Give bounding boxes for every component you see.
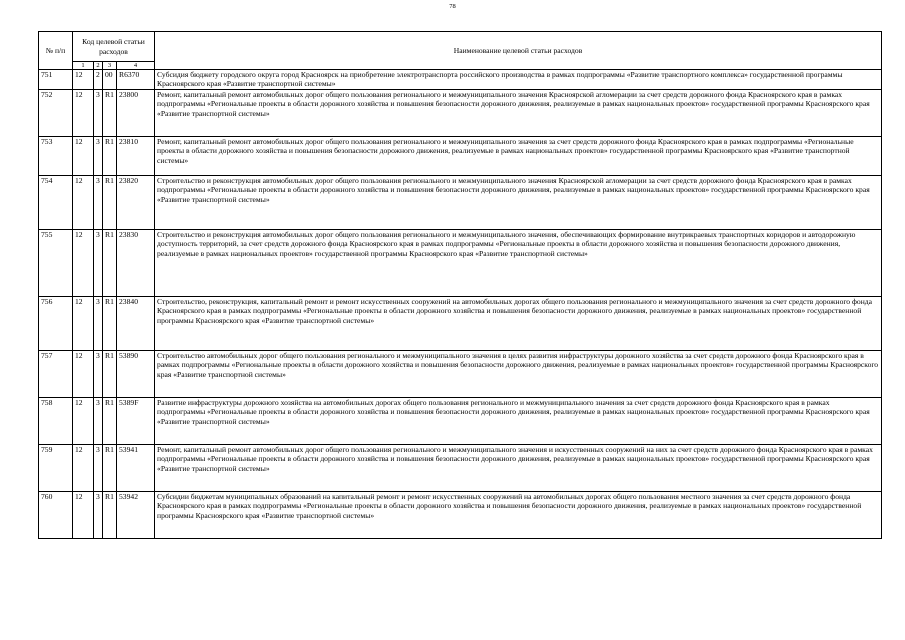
expense-name: Строительство и реконструкция автомобильных дорог общего пользования регионального и межмуниципального значения, обеспечивающих формирование внутрикраевых транспортных коридоров и автодорожную доступность территорий, за счет средств дорожного фонда Красноярского края в рамках подпрограммы «Региональные проекты в области дорожного хозяйства и повышения безопасности дорожного движения, реализуемые в рамках национальных проектов» государственной программы Красноярского края «Развитие транспортной системы» bbox=[155, 230, 882, 297]
header-row bbox=[39, 32, 882, 62]
table-row bbox=[39, 492, 882, 539]
row-number: 752 bbox=[39, 90, 73, 137]
expense-name: Строительство и реконструкция автомобильных дорог общего пользования регионального и межмуниципального значения Красноярской агломерации за счет средств дорожного фонда Красноярского края в рамках подпрограммы «Региональные проекты в области дорожного хозяйства и повышения безопасности дорожного движения, реализуемые в рамках национальных проектов» государственной программы Красноярского края «Развитие транспортной системы» bbox=[155, 176, 882, 230]
row-number: 760 bbox=[39, 492, 73, 539]
code-part-4: 23830 bbox=[117, 230, 155, 297]
code-part-3: R1 bbox=[103, 176, 117, 230]
code-part-4: 53942 bbox=[117, 492, 155, 539]
expense-name: Субсидия бюджету городского округа город Красноярск на приобретение электротранспорта российского производства в рамках подпрограммы «Развитие транспортного комплекса» государственной программы Красноярского края «Развитие транспортной системы» bbox=[155, 70, 882, 90]
row-number: 759 bbox=[39, 445, 73, 492]
code-part-4: 53890 bbox=[117, 351, 155, 398]
code-part-2: 3 bbox=[94, 297, 103, 351]
expense-name: Ремонт, капитальный ремонт автомобильных дорог общего пользования регионального и межмуниципального значения и искусственных сооружений на них за счет средств дорожного фонда Красноярского края в рамках подпрограммы «Региональные проекты в области дорожного хозяйства и повышения безопасности дорожного движения, реализуемые в рамках национальных проектов» государственной программы Красноярского края «Развитие транспортной системы» bbox=[155, 445, 882, 492]
code-part-4: 53941 bbox=[117, 445, 155, 492]
code-part-2: 3 bbox=[94, 445, 103, 492]
code-part-1: 12 bbox=[73, 398, 94, 445]
code-part-2: 3 bbox=[94, 492, 103, 539]
expense-name: Ремонт, капитальный ремонт автомобильных дорог общего пользования регионального и межмуниципального значения Красноярской агломерации за счет средств дорожного фонда Красноярского края в рамках подпрограммы «Региональные проекты в области дорожного хозяйства и повышения безопасности дорожного движения, реализуемые в рамках национальных проектов» государственной программы Красноярского края «Развитие транспортной системы» bbox=[155, 90, 882, 137]
col-number-4: 4 bbox=[117, 62, 155, 70]
page-number: 78 bbox=[449, 3, 456, 10]
row-number: 751 bbox=[39, 70, 73, 90]
code-part-4: 23800 bbox=[117, 90, 155, 137]
row-number: 757 bbox=[39, 351, 73, 398]
expense-name: Субсидии бюджетам муниципальных образований на капитальный ремонт и ремонт искусственных сооружений на автомобильных дорогах общего пользования местного значения за счет средств дорожного фонда Красноярского края в рамках подпрограммы «Региональные проекты в области дорожного хозяйства и повышения безопасности дорожного движения, реализуемые в рамках национальных проектов» государственной программы Красноярского края «Развитие транспортной системы» bbox=[155, 492, 882, 539]
header-num: № п/п bbox=[39, 32, 73, 70]
header-name: Наименование целевой статьи расходов bbox=[155, 32, 882, 70]
code-part-4: 23810 bbox=[117, 137, 155, 176]
code-part-3: R1 bbox=[103, 445, 117, 492]
code-part-3: 00 bbox=[103, 70, 117, 90]
row-number: 753 bbox=[39, 137, 73, 176]
budget-items-table bbox=[38, 31, 882, 539]
expense-name: Строительство, реконструкция, капитальный ремонт и ремонт искусственных сооружений на автомобильных дорогах общего пользования регионального и межмуниципального значения за счет средств дорожного фонда Красноярского края в рамках подпрограммы «Региональные проекты в области дорожного хозяйства и повышения безопасности дорожного движения, реализуемые в рамках национальных проектов» государственной программы Красноярского края «Развитие транспортной системы» bbox=[155, 297, 882, 351]
expense-name: Ремонт, капитальный ремонт автомобильных дорог общего пользования регионального и межмуниципального значения за счет средств дорожного фонда Красноярского края в рамках подпрограммы «Региональные проекты в области дорожного хозяйства и повышения безопасности дорожного движения, реализуемые в рамках национальных проектов» государственной программы Красноярского края «Развитие транспортной системы» bbox=[155, 137, 882, 176]
table-row bbox=[39, 351, 882, 398]
expense-name: Развитие инфраструктуры дорожного хозяйства на автомобильных дорогах общего пользования регионального и межмуниципального значения за счет средств дорожного фонда Красноярского края в рамках подпрограммы «Региональные проекты в области дорожного хозяйства и повышения безопасности дорожного движения, реализуемые в рамках национальных проектов» государственной программы Красноярского края «Развитие транспортной системы» bbox=[155, 398, 882, 445]
table-row bbox=[39, 230, 882, 297]
code-part-2: 3 bbox=[94, 230, 103, 297]
row-number: 758 bbox=[39, 398, 73, 445]
code-part-1: 12 bbox=[73, 492, 94, 539]
code-part-3: R1 bbox=[103, 492, 117, 539]
col-number-3: 3 bbox=[103, 62, 117, 70]
row-number: 754 bbox=[39, 176, 73, 230]
code-part-1: 12 bbox=[73, 176, 94, 230]
code-part-1: 12 bbox=[73, 297, 94, 351]
code-part-4: 23840 bbox=[117, 297, 155, 351]
code-part-1: 12 bbox=[73, 70, 94, 90]
code-part-3: R1 bbox=[103, 398, 117, 445]
table-row bbox=[39, 70, 882, 90]
code-part-4: 23820 bbox=[117, 176, 155, 230]
code-part-3: R1 bbox=[103, 297, 117, 351]
code-part-2: 3 bbox=[94, 351, 103, 398]
code-part-3: R1 bbox=[103, 351, 117, 398]
code-part-3: R1 bbox=[103, 137, 117, 176]
code-part-1: 12 bbox=[73, 445, 94, 492]
code-part-2: 3 bbox=[94, 137, 103, 176]
code-part-2: 2 bbox=[94, 70, 103, 90]
code-part-2: 3 bbox=[94, 176, 103, 230]
row-number: 755 bbox=[39, 230, 73, 297]
code-part-1: 12 bbox=[73, 90, 94, 137]
code-part-4: R6370 bbox=[117, 70, 155, 90]
expense-name: Строительство автомобильных дорог общего пользования регионального и межмуниципального значения в целях развития инфраструктуры дорожного хозяйства за счет средств дорожного фонда Красноярского края в рамках подпрограммы «Региональные проекты в области дорожного хозяйства и повышения безопасности дорожного движения, реализуемые в рамках национальных проектов» государственной программы Красноярского края «Развитие транспортной системы» bbox=[155, 351, 882, 398]
code-part-1: 12 bbox=[73, 351, 94, 398]
table-row bbox=[39, 297, 882, 351]
col-number-2: 2 bbox=[94, 62, 103, 70]
col-number-1: 1 bbox=[73, 62, 94, 70]
code-part-4: 5389F bbox=[117, 398, 155, 445]
row-number: 756 bbox=[39, 297, 73, 351]
table-row bbox=[39, 398, 882, 445]
table-row bbox=[39, 90, 882, 137]
code-part-2: 3 bbox=[94, 90, 103, 137]
header-code: Код целевой статьи расходов bbox=[73, 32, 155, 62]
code-part-3: R1 bbox=[103, 230, 117, 297]
code-part-2: 3 bbox=[94, 398, 103, 445]
code-part-1: 12 bbox=[73, 137, 94, 176]
table-row bbox=[39, 137, 882, 176]
code-part-3: R1 bbox=[103, 90, 117, 137]
table-row bbox=[39, 445, 882, 492]
table-row bbox=[39, 176, 882, 230]
code-part-1: 12 bbox=[73, 230, 94, 297]
